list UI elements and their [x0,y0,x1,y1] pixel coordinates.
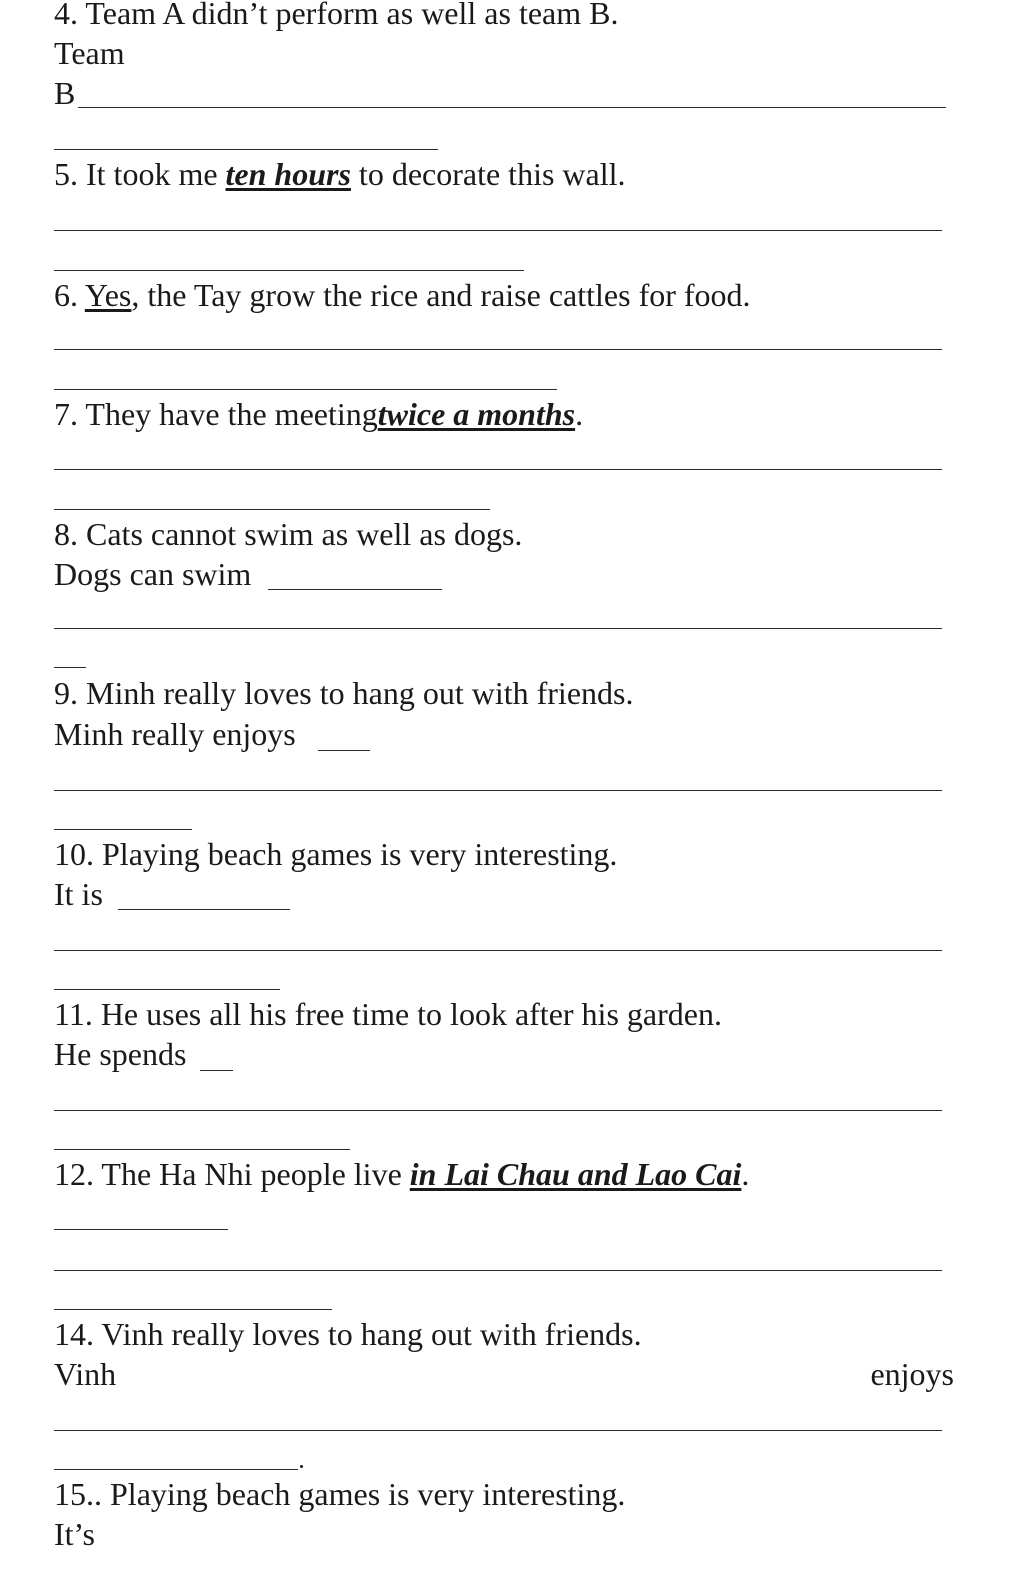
answer-line[interactable] [54,230,942,231]
question-6-original [54,279,751,311]
answer-line[interactable] [54,950,942,951]
answer-line[interactable] [54,1229,228,1230]
answer-line[interactable] [54,1270,942,1271]
answer-line[interactable] [54,1469,298,1470]
answer-line[interactable] [54,829,192,830]
answer-line[interactable] [54,1110,942,1111]
question-5-original [54,158,626,190]
answer-line[interactable] [54,349,942,350]
question-6-text-before: 6. [54,277,85,313]
question-4-original: 4. Team A didn’t perform as well as team B. [54,0,619,31]
answer-line[interactable] [54,790,942,791]
answer-line[interactable] [118,909,290,910]
question-8-original: 8. Cats cannot swim as well as dogs. [54,516,523,552]
answer-line[interactable] [54,469,942,470]
answer-line[interactable] [54,389,557,390]
question-14-prompt-left: Vinh [54,1356,117,1392]
answer-line[interactable] [318,750,370,751]
question-7-emphasis: twice a months [377,396,576,432]
question-9-original: 9. Minh really loves to hang out with friends. [54,675,634,711]
answer-line[interactable] [78,107,946,108]
question-4-prompt-line1: Team [54,35,125,71]
question-5-emphasis: ten hours [225,156,351,192]
question-7-text-before: 7. They have the meeting [54,396,378,432]
question-11-prompt: He spends [54,1036,187,1072]
question-9-prompt: Minh really enjoys [54,716,296,752]
question-5-text-after: to decorate this wall. [350,156,626,192]
period-mark [300,1465,303,1468]
question-10-prompt: It is [54,876,103,912]
question-15-original: 15.. Playing beach games is very interesting. [54,1476,626,1512]
question-4-prompt-line2: B [54,75,76,111]
answer-line[interactable] [200,1070,233,1071]
question-5-text-before: 5. It took me [54,156,226,192]
question-15-prompt: It’s [54,1516,95,1552]
question-8-prompt: Dogs can swim [54,556,252,592]
question-11-original: 11. He uses all his free time to look after his garden. [54,996,722,1032]
answer-line[interactable] [54,270,524,271]
answer-line[interactable] [54,509,490,510]
question-12-emphasis: in Lai Chau and Lao Cai [409,1156,742,1192]
question-10-original: 10. Playing beach games is very interesting. [54,836,618,872]
answer-line[interactable] [268,589,442,590]
question-7-original [54,398,583,430]
question-7-text-after: . [575,396,584,432]
answer-line[interactable] [54,1149,350,1150]
question-6-emphasis: Yes [84,277,132,313]
question-12-text-before: 12. The Ha Nhi people live [54,1156,410,1192]
answer-line[interactable] [54,1430,942,1431]
answer-line[interactable] [54,989,280,990]
answer-line[interactable] [54,149,438,150]
question-6-text-after: , the Tay grow the rice and raise cattles for food. [131,277,751,313]
answer-line[interactable] [54,667,86,668]
question-14-prompt-right: enjoys [870,1356,954,1392]
answer-line[interactable] [54,628,942,629]
answer-line[interactable] [54,1309,332,1310]
question-14-original: 14. Vinh really loves to hang out with friends. [54,1316,642,1352]
question-12-original [54,1158,749,1190]
question-12-text-after: . [741,1156,750,1192]
